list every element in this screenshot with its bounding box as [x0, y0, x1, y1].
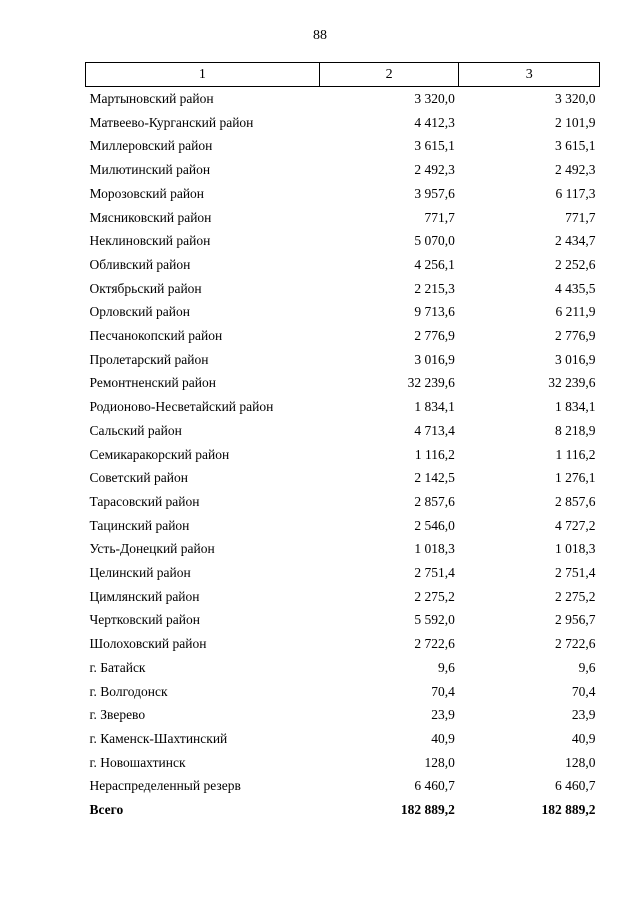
column-2-value-cell: 32 239,6	[407, 375, 455, 391]
column-3-value-cell: 6 211,9	[555, 304, 596, 320]
column-2-value-cell: 4 713,4	[414, 422, 455, 438]
column-3-value-cell: 70,4	[571, 683, 596, 699]
column-2-value-cell: 9 713,6	[414, 304, 455, 320]
column-2-value-cell: 4 256,1	[414, 256, 455, 272]
territory-name-cell: Пролетарский район	[89, 351, 209, 367]
table-row	[86, 87, 600, 111]
column-3-value-cell: 128,0	[565, 754, 596, 770]
table-row	[86, 703, 600, 727]
column-2-value-cell: 771,7	[424, 209, 455, 225]
table-row	[86, 466, 600, 490]
table-row	[86, 632, 600, 656]
table-row	[86, 585, 600, 609]
territory-name-cell: Миллеровский район	[89, 138, 213, 154]
column-3-value-cell: 1 116,2	[555, 446, 596, 462]
column-3-value-cell: 3 016,9	[555, 351, 596, 367]
total-label-cell: Всего	[89, 802, 124, 818]
total-column-2-cell: 182 889,2	[400, 802, 455, 818]
column-3-value-cell: 2 722,6	[555, 636, 596, 652]
table-row	[86, 608, 600, 632]
column-3-value-cell: 2 776,9	[555, 328, 596, 344]
column-3-value-cell: 6 117,3	[555, 185, 596, 201]
table-row	[86, 680, 600, 704]
column-3-value-cell: 8 218,9	[555, 422, 596, 438]
territory-name-cell: г. Каменск-Шахтинский	[89, 730, 228, 746]
column-2-value-cell: 2 546,0	[414, 517, 455, 533]
column-2-value-cell: 9,6	[438, 659, 455, 675]
territory-name-cell: г. Новошахтинск	[89, 754, 186, 770]
column-3-value-cell: 1 018,3	[555, 541, 596, 557]
column-2-value-cell: 2 142,5	[414, 470, 455, 486]
column-2-value-cell: 2 751,4	[414, 565, 455, 581]
column-2-value-cell: 23,9	[431, 707, 455, 723]
table-row	[86, 419, 600, 443]
table-row	[86, 490, 600, 514]
table-row	[86, 774, 600, 798]
column-2-value-cell: 1 116,2	[414, 446, 455, 462]
territory-name-cell: Советский район	[89, 470, 188, 486]
column-2-value-cell: 2 492,3	[414, 162, 455, 178]
territory-name-cell: Милютинский район	[89, 162, 211, 178]
column-3-value-cell: 6 460,7	[555, 778, 596, 794]
territory-name-cell: Ремонтненский район	[89, 375, 216, 391]
territory-name-cell: Мясниковский район	[89, 209, 212, 225]
column-2-value-cell: 5 070,0	[414, 233, 455, 249]
column-2-value-cell: 3 016,9	[414, 351, 455, 367]
table-row	[86, 656, 600, 680]
territory-name-cell: Усть-Донецкий район	[89, 541, 215, 557]
territory-name-cell: Морозовский район	[89, 185, 205, 201]
column-2-value-cell: 1 834,1	[414, 399, 455, 415]
column-3-value-cell: 40,9	[571, 730, 596, 746]
column-2-value-cell: 3 615,1	[414, 138, 455, 154]
column-3-value-cell: 2 101,9	[555, 114, 596, 130]
column-3-value-cell: 1 276,1	[555, 470, 596, 486]
table-row	[86, 443, 600, 467]
territory-name-cell: Родионово-Несветайский район	[89, 399, 274, 415]
column-2-value-cell: 40,9	[431, 730, 455, 746]
column-3-value-cell: 3 615,1	[555, 138, 596, 154]
territory-name-cell: Октябрьский район	[89, 280, 202, 296]
table-row	[86, 206, 600, 230]
column-3-value-cell: 9,6	[578, 659, 596, 675]
total-row	[86, 798, 600, 822]
column-2-value-cell: 2 275,2	[414, 588, 455, 604]
column-header-1: 1	[86, 63, 320, 87]
table-row	[86, 277, 600, 301]
territory-name-cell: г. Батайск	[89, 659, 146, 675]
territory-name-cell: Цимлянский район	[89, 588, 200, 604]
territory-name-cell: Мартыновский район	[89, 91, 214, 106]
column-2-value-cell: 128,0	[424, 754, 455, 770]
column-header-2: 2	[319, 63, 459, 87]
territory-name-cell: г. Волгодонск	[89, 683, 168, 699]
territory-name-cell: Обливский район	[89, 256, 191, 272]
column-3-value-cell: 2 252,6	[555, 256, 596, 272]
column-3-value-cell: 23,9	[571, 707, 596, 723]
column-3-value-cell: 32 239,6	[548, 375, 596, 391]
table-row	[86, 134, 600, 158]
column-2-value-cell: 2 722,6	[414, 636, 455, 652]
table-row	[86, 727, 600, 751]
territory-name-cell: Семикаракорский район	[89, 446, 230, 462]
territory-name-cell: Сальский район	[89, 422, 182, 438]
table-row	[86, 537, 600, 561]
column-3-value-cell: 2 434,7	[555, 233, 596, 249]
territory-name-cell: Тарасовский район	[89, 493, 200, 509]
table-row	[86, 348, 600, 372]
territory-name-cell: Чертковский район	[89, 612, 200, 628]
territory-name-cell: Орловский район	[89, 304, 190, 320]
table-row	[86, 751, 600, 775]
column-3-value-cell: 2 956,7	[555, 612, 596, 628]
column-3-value-cell: 771,7	[565, 209, 596, 225]
column-3-value-cell: 3 320,0	[555, 91, 596, 106]
column-2-value-cell: 4 412,3	[414, 114, 455, 130]
territory-name-cell: Нераспределенный резерв	[89, 778, 241, 794]
territory-name-cell: Тацинский район	[89, 517, 190, 533]
total-column-3-cell: 182 889,2	[541, 802, 596, 818]
table-row	[86, 514, 600, 538]
territory-name-cell: г. Зверево	[89, 707, 146, 723]
territory-name-cell: Матвеево-Курганский район	[89, 114, 254, 130]
column-2-value-cell: 5 592,0	[414, 612, 455, 628]
column-3-value-cell: 4 727,2	[555, 517, 596, 533]
page-number: 88	[313, 28, 327, 43]
column-2-value-cell: 2 857,6	[414, 493, 455, 509]
table-header-row	[86, 63, 600, 87]
table-row	[86, 229, 600, 253]
table-row	[86, 158, 600, 182]
table-row	[86, 182, 600, 206]
budget-table	[85, 62, 600, 822]
column-3-value-cell: 2 751,4	[555, 565, 596, 581]
column-2-value-cell: 1 018,3	[414, 541, 455, 557]
column-3-value-cell: 1 834,1	[555, 399, 596, 415]
table-row	[86, 324, 600, 348]
table-body	[86, 87, 600, 822]
column-3-value-cell: 2 492,3	[555, 162, 596, 178]
column-2-value-cell: 3 320,0	[414, 91, 455, 106]
table-row	[86, 300, 600, 324]
territory-name-cell: Песчанокопский район	[89, 328, 223, 344]
table-row	[86, 111, 600, 135]
territory-name-cell: Шолоховский район	[89, 636, 207, 652]
column-3-value-cell: 2 275,2	[555, 588, 596, 604]
column-2-value-cell: 70,4	[431, 683, 455, 699]
column-2-value-cell: 2 215,3	[414, 280, 455, 296]
table-row	[86, 561, 600, 585]
territory-name-cell: Целинский район	[89, 565, 191, 581]
column-3-value-cell: 2 857,6	[555, 493, 596, 509]
column-2-value-cell: 3 957,6	[414, 185, 455, 201]
table-row	[86, 395, 600, 419]
column-2-value-cell: 6 460,7	[414, 778, 455, 794]
column-3-value-cell: 4 435,5	[555, 280, 596, 296]
column-2-value-cell: 2 776,9	[414, 328, 455, 344]
column-header-3: 3	[459, 63, 600, 87]
territory-name-cell: Неклиновский район	[89, 233, 211, 249]
table-row	[86, 371, 600, 395]
table-row	[86, 253, 600, 277]
